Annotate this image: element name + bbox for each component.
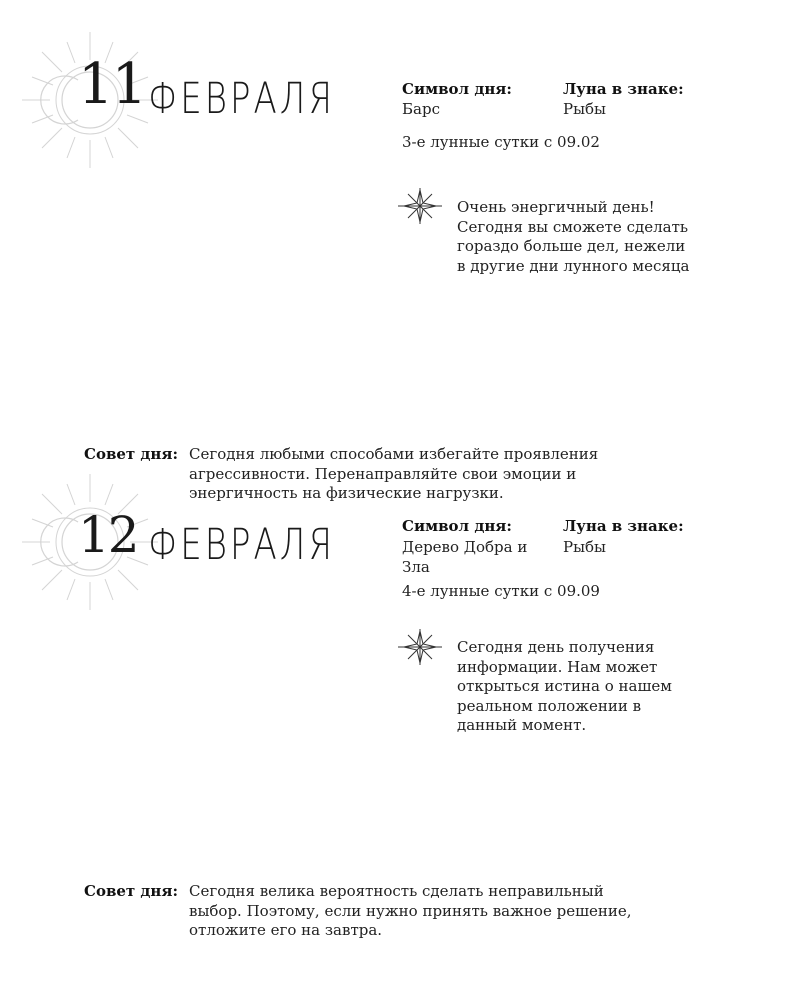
symbol-label: Символ дня: bbox=[402, 80, 512, 98]
moon-label: Луна в знаке: bbox=[563, 80, 684, 98]
advice-text: Сегодня любыми способами избегайте проявления агрессивности. Перенаправляйте свои эмоции и энергичность на физические нагрузки. bbox=[189, 445, 599, 502]
month-name: ФЕВРАЛЯ bbox=[148, 74, 335, 124]
sparkle-star-icon bbox=[398, 188, 442, 228]
advice-label: Совет дня: bbox=[84, 882, 179, 900]
symbol-value: Дерево Добра и Зла bbox=[402, 538, 528, 576]
moon-value: Рыбы bbox=[563, 100, 607, 118]
day-number: 11 bbox=[78, 52, 146, 117]
day-description: Сегодня день получения информации. Нам может открыться истина о нашем реальном положении в данный момент. bbox=[457, 638, 672, 734]
sparkle-star-icon bbox=[398, 629, 442, 669]
symbol-value: Барс bbox=[402, 100, 440, 118]
day-number: 12 bbox=[78, 506, 138, 564]
day-description: Очень энергичный день! Сегодня вы сможете сделать гораздо больше дел, нежели в другие дни лунного месяца bbox=[457, 198, 690, 275]
month-name: ФЕВРАЛЯ bbox=[148, 520, 335, 570]
moon-label: Луна в знаке: bbox=[563, 517, 684, 535]
advice-text: Сегодня велика вероятность сделать неправильный выбор. Поэтому, если нужно принять важное решение, отложите его на завтра. bbox=[189, 882, 632, 939]
symbol-label: Символ дня: bbox=[402, 517, 512, 535]
lunar-day: 4-е лунные сутки с 09.09 bbox=[402, 582, 600, 600]
advice-label: Совет дня: bbox=[84, 445, 179, 463]
moon-value: Рыбы bbox=[563, 538, 607, 556]
lunar-day: 3-е лунные сутки с 09.02 bbox=[402, 133, 600, 151]
